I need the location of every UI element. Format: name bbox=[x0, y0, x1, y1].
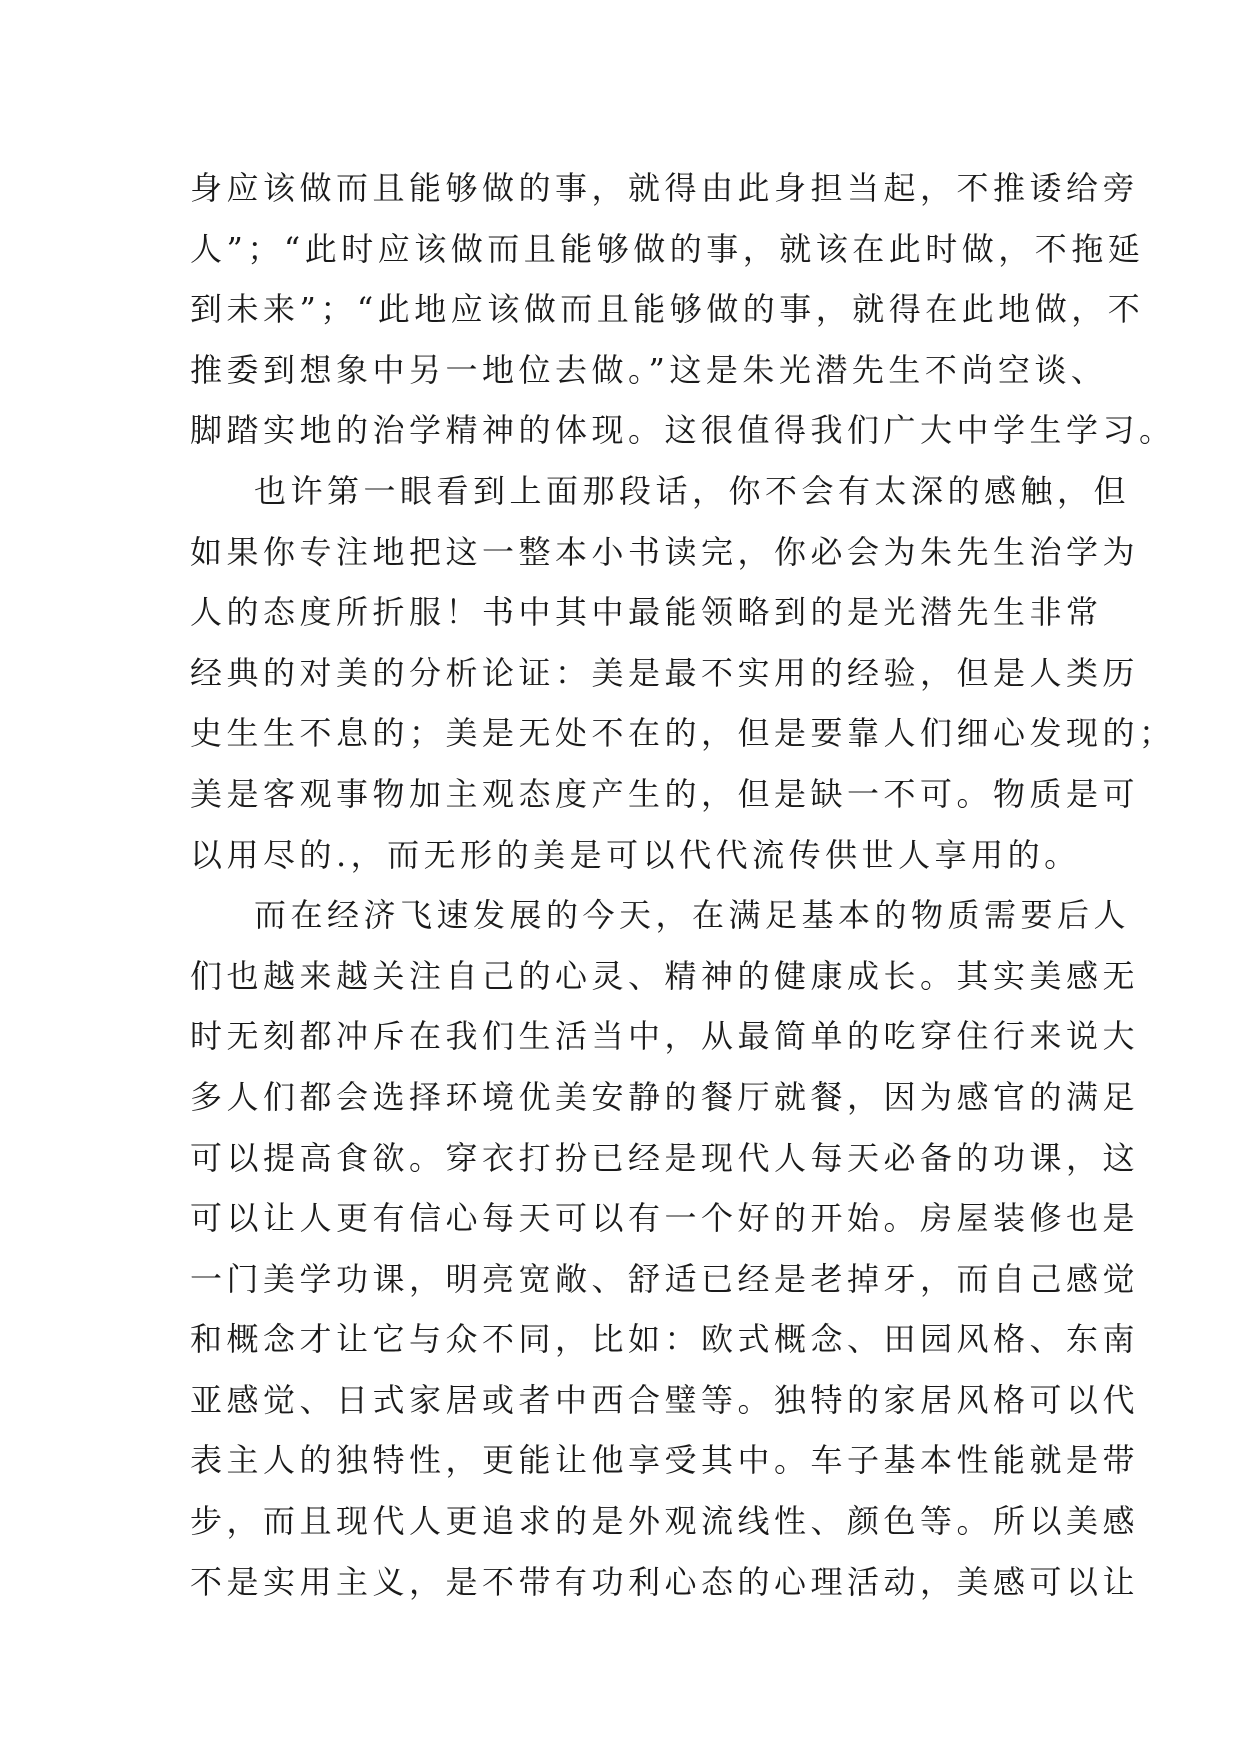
text-line: 推委到想象中另一地位去做。”这是朱光潜先生不尚空谈、 bbox=[190, 350, 1108, 389]
text-line: 史生生不息的；美是无处不在的，但是要靠人们细心发现的； bbox=[190, 714, 1176, 753]
text-line: 如果你专注地把这一整本小书读完，你必会为朱先生治学为 bbox=[190, 532, 1140, 571]
text-line: 身应该做而且能够做的事，就得由此身担当起，不推诿给旁 bbox=[190, 169, 1140, 207]
text-line: 可以让人更有信心每天可以有一个好的开始。房屋装修也是 bbox=[190, 1199, 1140, 1238]
text-line: 美是客观事物加主观态度产生的，但是缺一不可。物质是可 bbox=[190, 774, 1140, 813]
text-line: 和概念才让它与众不同，比如：欧式概念、田园风格、东南 bbox=[190, 1320, 1140, 1359]
text-line: 们也越来越关注自己的心灵、精神的健康成长。其实美感无 bbox=[190, 956, 1140, 995]
text-line: 到未来”；“此地应该做而且能够做的事，就得在此地做，不 bbox=[190, 290, 1145, 329]
text-line: 脚踏实地的治学精神的体现。这很值得我们广大中学生学习。 bbox=[190, 411, 1176, 450]
text-line: 可以提高食欲。穿衣打扮已经是现代人每天必备的功课，这 bbox=[190, 1138, 1140, 1177]
text-line: 多人们都会选择环境优美安静的餐厅就餐，因为感官的满足 bbox=[190, 1077, 1140, 1116]
text-line: 表主人的独特性，更能让他享受其中。车子基本性能就是带 bbox=[190, 1441, 1140, 1480]
paragraph-first-line: 也许第一眼看到上面那段话，你不会有太深的感触，但 bbox=[254, 471, 1131, 510]
paragraph-first-line: 而在经济飞速发展的今天，在满足基本的物质需要后人 bbox=[254, 896, 1131, 935]
text-line: 步，而且现代人更追求的是外观流线性、颜色等。所以美感 bbox=[190, 1502, 1140, 1541]
text-line: 人”；“此时应该做而且能够做的事，就该在此时做，不拖延 bbox=[190, 229, 1145, 268]
text-line: 时无刻都冲斥在我们生活当中，从最简单的吃穿住行来说大 bbox=[190, 1017, 1140, 1056]
text-line: 人的态度所折服！书中其中最能领略到的是光潜先生非常 bbox=[190, 593, 1103, 632]
text-line: 不是实用主义，是不带有功利心态的心理活动，美感可以让 bbox=[190, 1562, 1140, 1601]
body-text bbox=[190, 158, 1176, 1612]
text-line: 经典的对美的分析论证：美是最不实用的经验，但是人类历 bbox=[190, 653, 1140, 692]
text-line: 亚感觉、日式家居或者中西合璧等。独特的家居风格可以代 bbox=[190, 1380, 1140, 1419]
text-line: 一门美学功课，明亮宽敞、舒适已经是老掉牙，而自己感觉 bbox=[190, 1259, 1140, 1298]
paragraph-last-line: 以用尽的.，而无形的美是可以代代流传供世人享用的。 bbox=[190, 835, 1081, 874]
